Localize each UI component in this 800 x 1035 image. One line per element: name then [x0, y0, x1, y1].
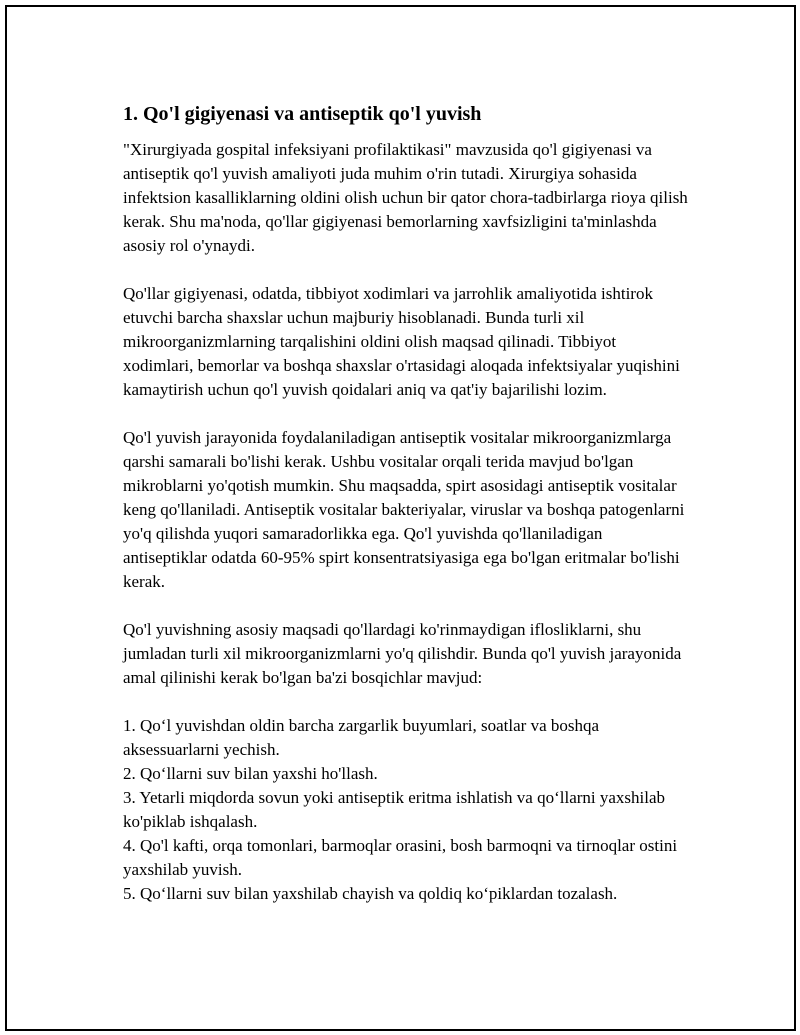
list-item: 2. Qo‘llarni suv bilan yaxshi ho'llash. [123, 764, 378, 783]
list-item: 3. Yetarli miqdorda sovun yoki antiseptik eritma ishlatish va qo‘llarni yaxshilab ko'piklab ishqalash. [123, 788, 666, 831]
page-frame [5, 5, 796, 1031]
paragraph-hand-hygiene: Qo'llar gigiyenasi, odatda, tibbiyot xodimlari va jarrohlik amaliyotida ishtirok etuvchi barcha shaxslar uchun majburiy hisoblanadi. Bunda turli xil mikroorganizmlarning tarqalishini oldini olish maqsad qilinadi. Tibbiyot xodimlari, bemorlar va boshqa shaxslar o'rtasidagi aloqada infektsiyalar yuqishini kamaytirish uchun qo'l yuvish qoidalari aniq va qat'iy bajarilishi lozim. [123, 284, 680, 399]
list-item: 4. Qo'l kafti, orqa tomonlari, barmoqlar orasini, bosh barmoqni va tirnoqlar ostini yaxshilab yuvish. [123, 836, 678, 879]
paragraph-intro: "Xirurgiyada gospital infeksiyani profilaktikasi" mavzusida qo'l gigiyenasi va antiseptik qo'l yuvish amaliyoti juda muhim o'rin tutadi. Xirurgiya sohasida infektsion kasalliklarning oldini olish uchun bir qator chora-tadbirlarga rioya qilish kerak. Shu ma'noda, qo'llar gigiyenasi bemorlarning xavfsizligini ta'minlashda asosiy rol o'ynaydi. [123, 140, 688, 255]
document-body [123, 100, 688, 906]
list-item: 1. Qo‘l yuvishdan oldin barcha zargarlik buyumlari, soatlar va boshqa aksessuarlarni yechish. [123, 716, 600, 759]
list-item: 5. Qo‘llarni suv bilan yaxshilab chayish va qoldiq ko‘piklardan tozalash. [123, 884, 618, 903]
steps-list [123, 714, 688, 906]
paragraph-antiseptics: Qo'l yuvish jarayonida foydalaniladigan antiseptik vositalar mikroorganizmlarga qarshi samarali bo'lishi kerak. Ushbu vositalar orqali terida mavjud bo'lgan mikroblarni yo'qotish mumkin. Shu maqsadda, spirt asosidagi antiseptik vositalar keng qo'llaniladi. Antiseptik vositalar bakteriyalar, viruslar va boshqa patogenlarni yo'q qilishda yuqori samaradorlikka ega. Qo'l yuvishda qo'llaniladigan antiseptiklar odatda 60-95% spirt konsentratsiyasiga ega bo'lgan eritmalar bo'lishi kerak. [123, 428, 685, 591]
paragraph-purpose: Qo'l yuvishning asosiy maqsadi qo'llardagi ko'rinmaydigan iflosliklarni, shu jumladan turli xil mikroorganizmlarni yo'q qilishdir. Bunda qo'l yuvish jarayonida amal qilinishi kerak bo'lgan ba'zi bosqichlar mavjud: [123, 620, 682, 687]
document-title: 1. Qo'l gigiyenasi va antiseptik qo'l yuvish [123, 103, 482, 125]
